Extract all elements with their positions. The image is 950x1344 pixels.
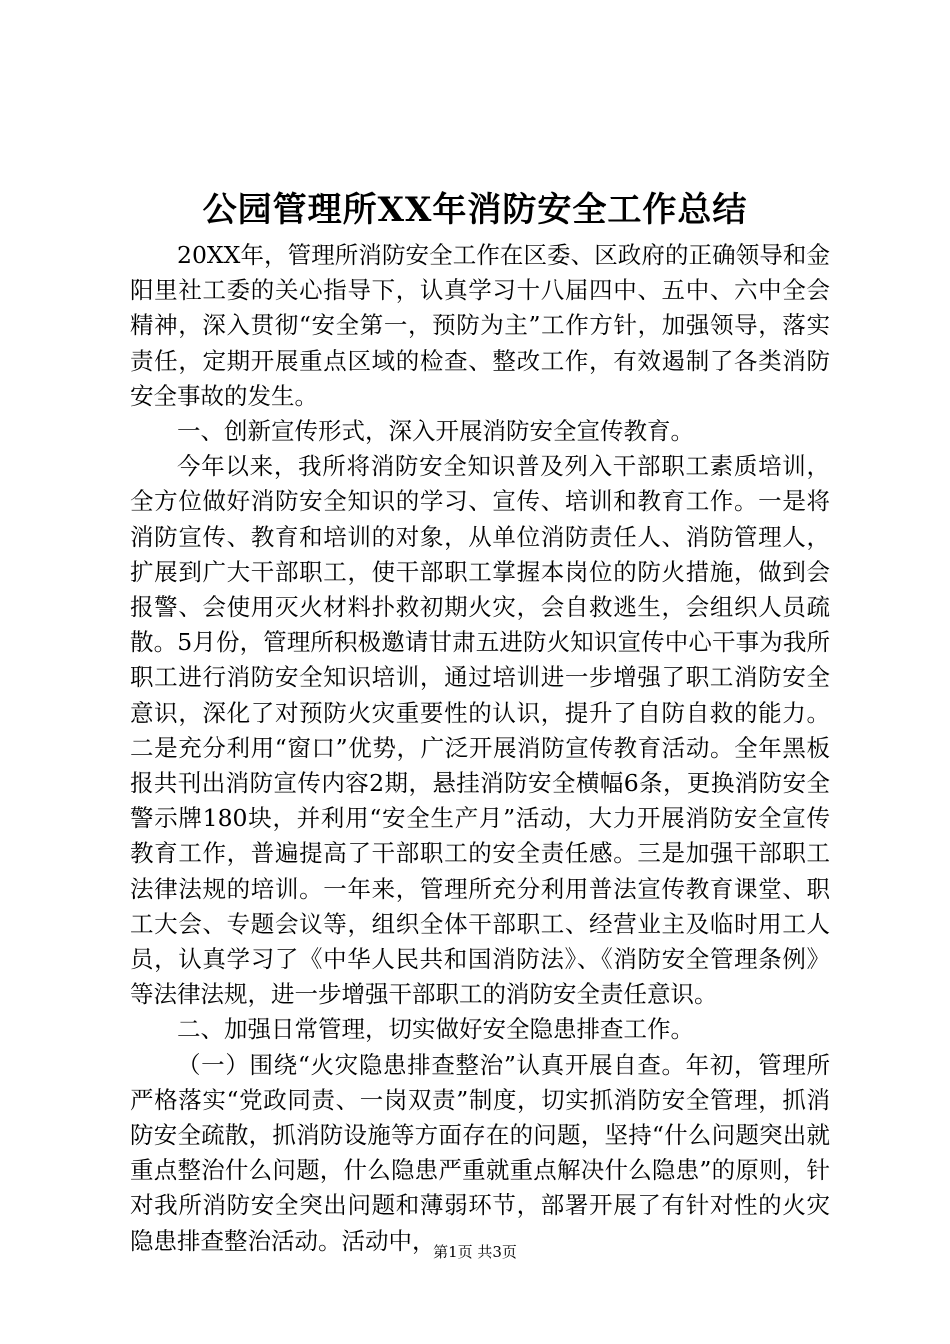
paragraph-inspection: （一）围绕“火灾隐患排查整治”认真开展自查。年初，管理所严格落实“党政同责、一岗双责”制度，切实抓消防安全管理，抓消防安全疏散，抓消防设施等方面存在的问题，坚持“什么问题突出就重点整治什么问题，什么隐患严重就重点解决什么隐患”的原则，针对我所消防安全突出问题和薄弱环节，部署开展了有针对性的火灾隐患排查整治活动。活动中， (130, 1050, 830, 1255)
document-title: 公园管理所XX年消防安全工作总结 (202, 190, 748, 230)
paragraph-intro: 20XX年，管理所消防安全工作在区委、区政府的正确领导和金阳里社工委的关心指导下，认真学习十八届四中、五中、六中全会精神，深入贯彻“安全第一，预防为主”工作方针，加强领导，落实责任，定期开展重点区域的检查、整改工作，有效遏制了各类消防安全事故的发生。 (130, 241, 830, 410)
section-heading-2: 二、加强日常管理，切实做好安全隐患排查工作。 (177, 1015, 694, 1044)
paragraph-publicity: 今年以来，我所将消防安全知识普及列入干部职工素质培训，全方位做好消防安全知识的学习、宣传、培训和教育工作。一是将消防宣传、教育和培训的对象，从单位消防责任人、消防管理人，扩展到广大干部职工，使干部职工掌握本岗位的防火措施，做到会报警、会使用灭火材料扑救初期火灾，会自救逃生，会组织人员疏散。5月份，管理所积极邀请甘肃五进防火知识宣传中心干事为我所职工进行消防安全知识培训，通过培训进一步增强了职工消防安全意识，深化了对预防火灾重要性的认识，提升了自防自救的能力。二是充分利用“窗口”优势，广泛开展消防宣传教育活动。全年黑板报共刊出消防宣传内容2期，悬挂消防安全横幅6条，更换消防安全警示牌180块，并利用“安全生产月”活动，大力开展消防安全宣传教育工作，普遍提高了干部职工的安全责任感。三是加强干部职工法律法规的培训。一年来，管理所充分利用普法宣传教育课堂、职工大会、专题会议等，组织全体干部职工、经营业主及临时用工人员，认真学习了《中华人民共和国消防法》、《消防安全管理条例》等法律法规，进一步增强干部职工的消防安全责任意识。 (130, 452, 830, 1009)
section-heading-1: 一、创新宣传形式，深入开展消防安全宣传教育。 (177, 417, 694, 446)
document-body (130, 238, 830, 1259)
page-number-footer: 第1页 共3页 (433, 1243, 517, 1261)
